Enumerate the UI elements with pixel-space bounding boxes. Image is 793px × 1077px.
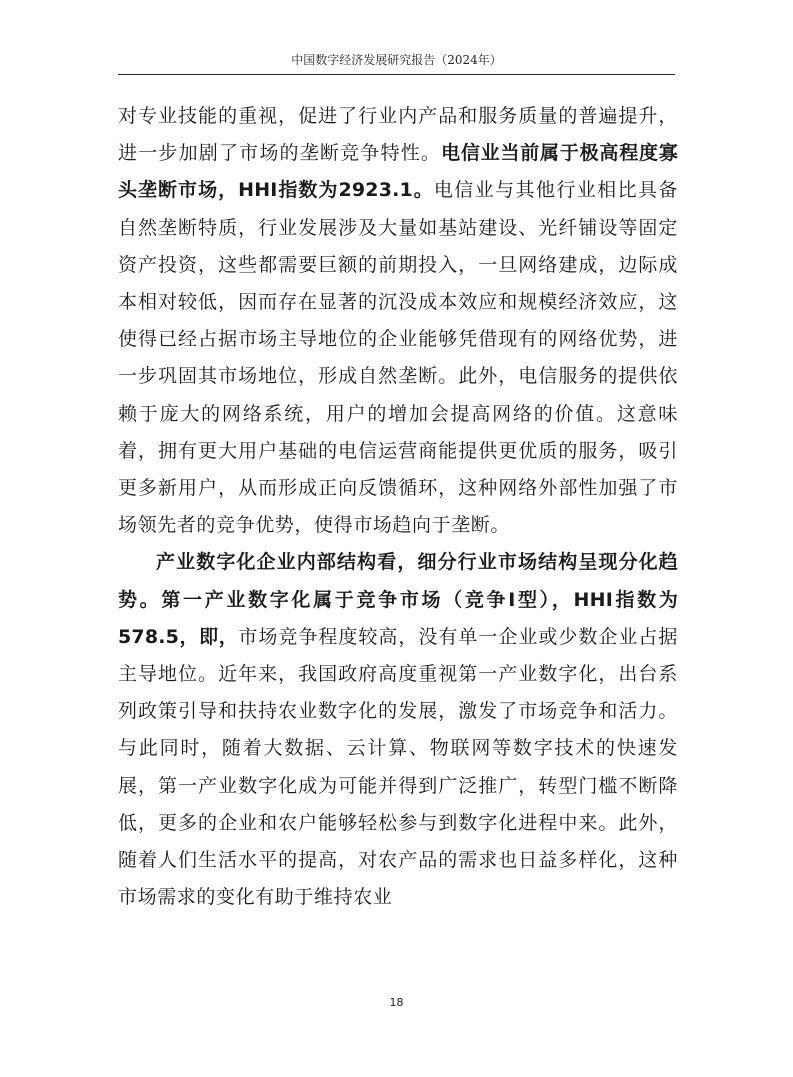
paragraph-text: 对专业技能的重视，促进了行业内产品和服务质量的普遍提升，进一步加剧了市场的垄断竞争特性。	[118, 105, 678, 165]
page-header	[118, 52, 675, 75]
paragraph-text: 电信业与其他行业相比具备自然垄断特质，行业发展涉及大量如基站建设、光纤铺设等固定资产投资，这些都需要巨额的前期投入，一旦网络建成，边际成本相对较低，因而存在显著的沉没成本效应和规模经济效应，这使得已经占据市场主导地位的企业能够凭借现有的网络优势，进一步巩固其市场地位，形成自然垄断。此外，电信服务的提供依赖于庞大的网络系统，用户的增加会提高网络的价值。这意味着，拥有更大用户基础的电信运营商能提供更优质的服务，吸引更多新用户，从而形成正向反馈循环，这种网络外部性加强了市场领先者的竞争优势，使得市场趋向于垄断。	[118, 179, 679, 537]
paragraph-telecom	[118, 98, 678, 544]
bold-statement: 电信业当前属于极高程度寡头垄断市场，HHI指数为2923.1。	[118, 142, 678, 202]
page-number: 18	[389, 996, 404, 1009]
paragraph-industry-digitalization	[118, 544, 678, 916]
bold-statement: 产业数字化企业内部结构看，细分行业市场结构呈现分化趋势。第一产业数字化属于竞争市场（竞争I型），HHI指数为578.5，即，	[118, 551, 678, 648]
report-title: 中国数字经济发展研究报告（2024年）	[291, 53, 502, 67]
paragraph-text: 市场竞争程度较高，没有单一企业或少数企业占据主导地位。近年来，我国政府高度重视第一产业数字化，出台系列政策引导和扶持农业数字化的发展，激发了市场竞争和活力。与此同时，随着大数据、云计算、物联网等数字技术的快速发展，第一产业数字化成为可能并得到广泛推广，转型门槛不断降低，更多的企业和农户能够轻松参与到数字化进程中来。此外，随着人们生活水平的提高，对农产品的需求也日益多样化，这种市场需求的变化有助于维持农业	[118, 625, 679, 909]
page-body	[118, 98, 678, 916]
